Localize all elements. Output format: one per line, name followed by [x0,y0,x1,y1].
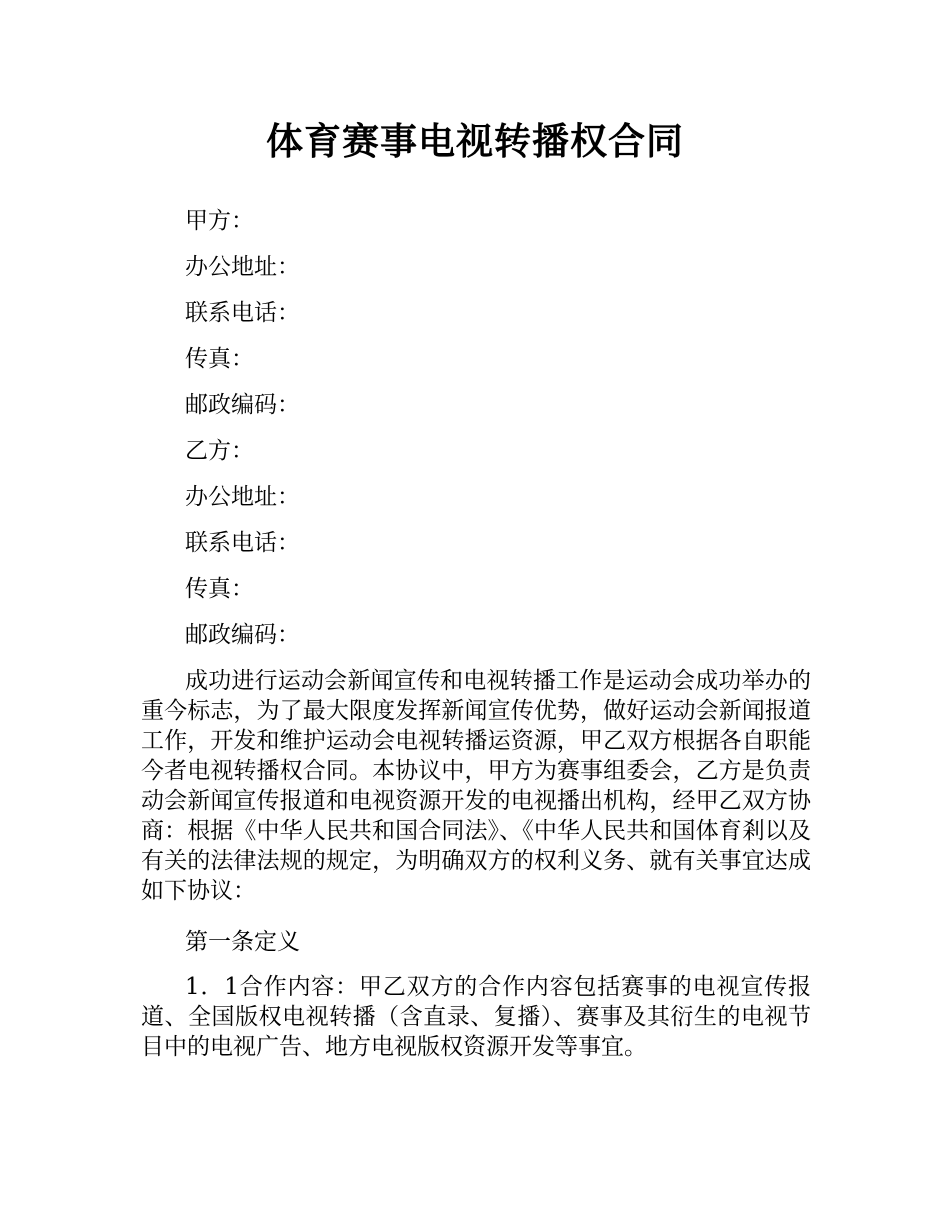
party-a-address-label: 办公地址： [185,254,300,280]
clause-1-1-paragraph: 1．1合作内容：甲乙双方的合作内容包括赛事的电视宣传报道、全国版权电视转播（含直录、复播）、赛事及其衍生的电视节目中的电视广告、地方电视版权资源开发等事宜。 [141,974,811,1060]
party-b-name-label: 乙方： [185,438,254,464]
party-b-fax-label: 传真： [185,576,254,602]
party-a-phone-label: 联系电话： [185,300,300,326]
document-title: 体育赛事电视转播权合同 [266,120,684,163]
party-b-phone-label: 联系电话： [185,530,300,556]
party-info-block [185,198,785,658]
party-a-fax-label: 传真： [185,346,254,372]
party-a-postcode-label: 邮政编码： [185,392,300,418]
party-b-postcode-label: 邮政编码： [185,622,300,648]
party-a-name-label: 甲方： [185,208,254,234]
article-1-heading: 第一条定义 [185,929,300,955]
preamble-paragraph: 成功进行运动会新闻宣传和电视转播工作是运动会成功举办的重今标志，为了最大限度发挥新闻宣传优势，做好运动会新闻报道工作，开发和维护运动会电视转播运资源，甲乙双方根据各自职能今者电视转播权合同。本协议中，甲方为赛事组委会，乙方是负责动会新闻宣传报道和电视资源开发的电视播出机构，经甲乙双方协商：根据《中华人民共和国合同法》、《中华人民共和国体育剎以及有关的法律法规的规定，为明确双方的权利义务、就有关事宜达成如下协议： [141,668,811,904]
party-b-address-label: 办公地址： [185,484,300,510]
